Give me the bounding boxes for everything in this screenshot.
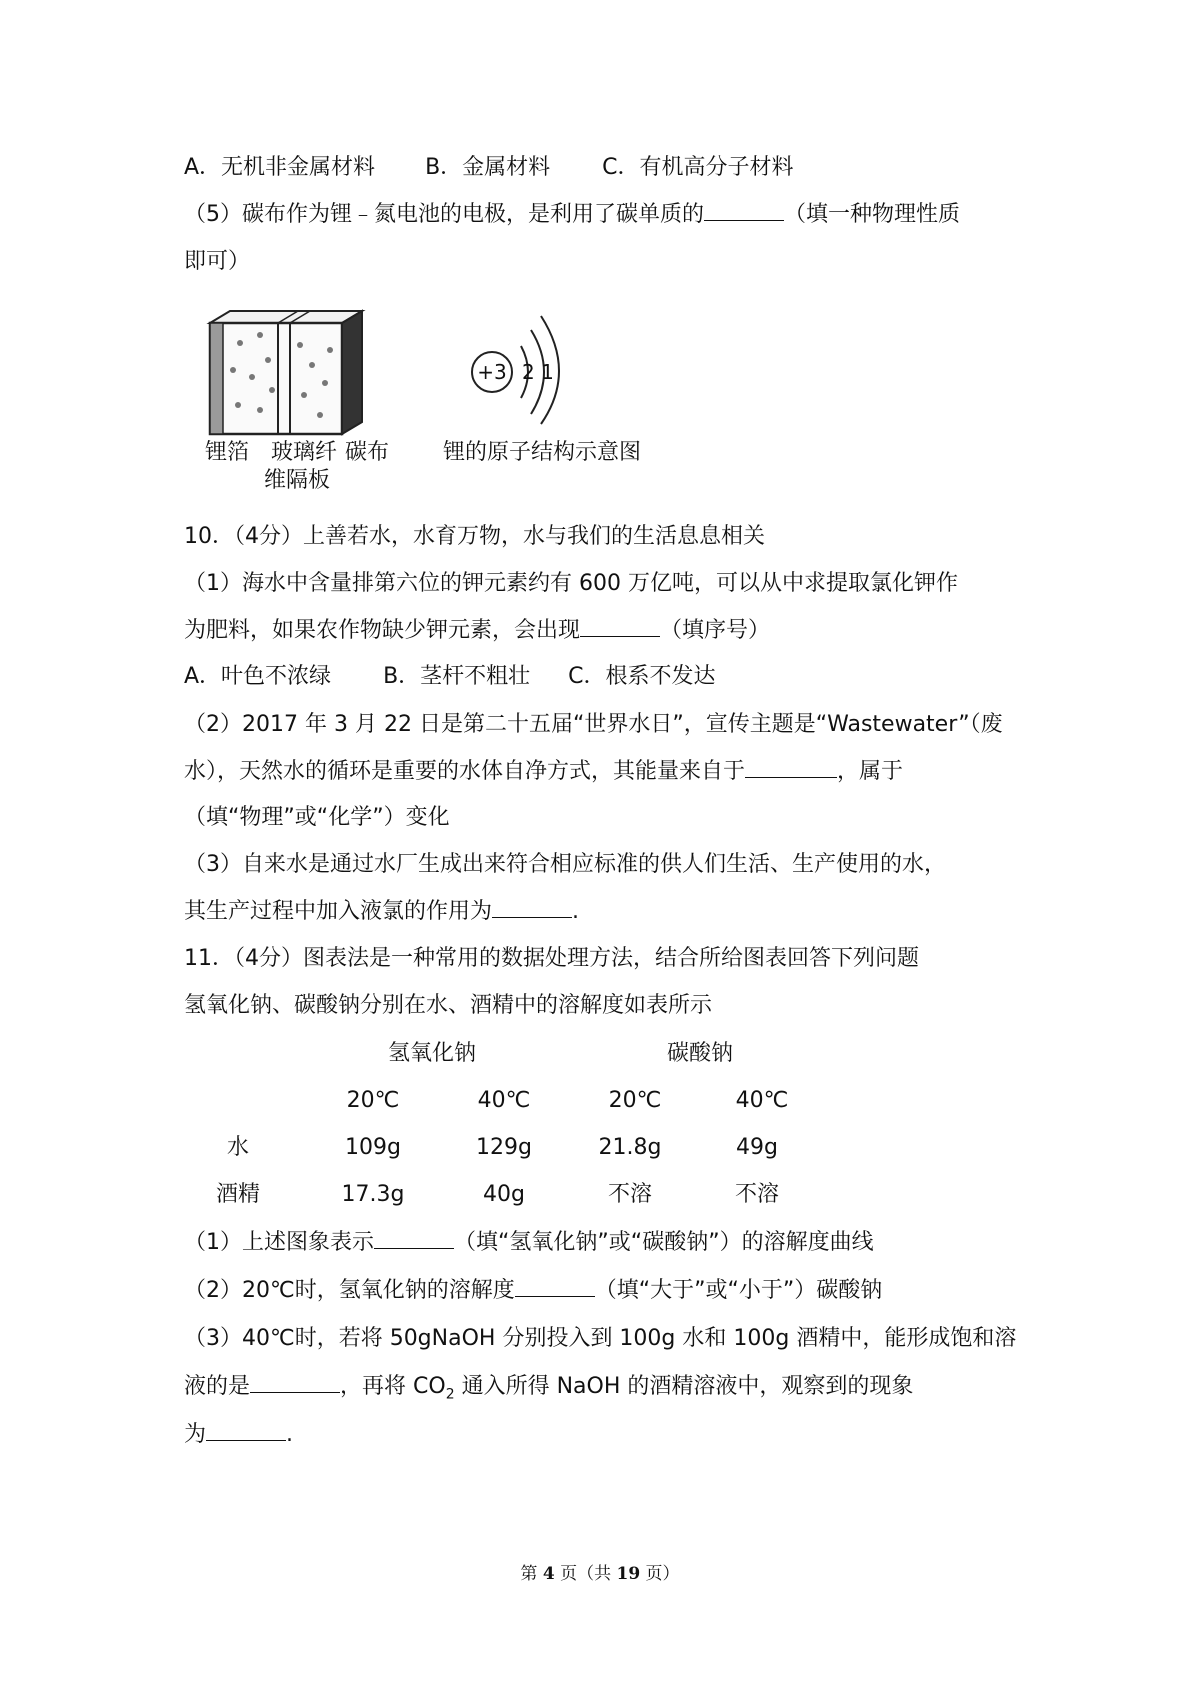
caption-glass-fiber-2: 维隔板 [264,468,331,493]
footer-text: 页（共 [554,1564,617,1584]
caption-glass-fiber-1: 玻璃纤 [271,440,338,465]
q10-title: 10．（4分）上善若水，水育万物，水与我们的生活息息相关 [184,524,765,549]
q11-part1 [184,1228,874,1258]
answer-blank[interactable] [206,1420,286,1441]
answer-blank[interactable] [492,897,572,918]
answer-blank[interactable] [704,200,784,221]
q10-options [184,662,716,692]
page-footer [0,1559,1200,1584]
q10-part1-hint: （填序号） [660,618,771,643]
caption-carbon-cloth: 碳布 [345,440,390,465]
q10-part3-line1: （3）自来水是通过水厂生成出来符合相应标准的供人们生活、生产使用的水， [184,852,946,877]
q10-part2-text-2: ，属于 [837,759,904,784]
answer-blank[interactable] [745,757,837,778]
answer-blank[interactable] [250,1372,340,1393]
table-cell: 21.8g [598,1135,662,1160]
q10-option-a: A．叶色不浓绿 [184,664,332,689]
table-group-na2co3: 碳酸钠 [666,1041,734,1066]
q10-part1-line2 [184,616,770,646]
q11-part2-text: （2）20℃时，氢氧化钠的溶解度 [184,1278,515,1303]
subscript: 2 [445,1386,455,1403]
q10-part2-text: 水），天然水的循环是重要的水体自净方式，其能量来自于 [184,759,746,784]
q9-part5-line1 [184,200,960,230]
table-temp: 40℃ [477,1088,531,1113]
page-number: 4 [542,1564,555,1584]
answer-blank[interactable] [515,1276,595,1297]
answer-blank[interactable] [580,616,660,637]
q11-part3-text-2: ，再将 CO [340,1374,446,1399]
q11-intro: 氢氧化钠、碳酸钠分别在水、酒精中的溶解度如表所示 [184,993,713,1018]
q11-part3-text-3: 通入所得 NaOH 的酒精溶液中，观察到的现象 [454,1374,914,1399]
q10-option-b: B．茎杆不粗壮 [383,664,531,689]
nucleus-charge: +3 [477,360,507,384]
table-group-naoh: 氢氧化钠 [387,1041,477,1066]
table-cell: 17.3g [341,1182,405,1207]
q10-part2-line3: （填“物理”或“化学”）变化 [184,805,450,830]
footer-text: 页） [640,1564,680,1584]
q9-part5-line2: 即可） [184,249,251,274]
q11-part3-text: 液的是 [184,1374,251,1399]
q11-part2-hint: （填“大于”或“小于”）碳酸钠 [594,1278,883,1303]
q9-part5-text: （5）碳布作为锂﹣氮电池的电极，是利用了碳单质的 [184,202,704,227]
q11-part1-text: （1）上述图象表示 [184,1230,374,1255]
table-cell: 129g [476,1135,532,1160]
table-row-label: 酒精 [215,1182,261,1207]
q10-part2-line2 [184,757,903,787]
table-temp: 20℃ [346,1088,400,1113]
q11-title: 11．（4分）图表法是一种常用的数据处理方法，结合所给图表回答下列问题 [184,946,919,971]
atom-structure-diagram [465,310,575,425]
q10-part3-end: . [572,899,580,924]
q9-option-a: A．无机非金属材料 [184,155,376,180]
q9-option-b: B．金属材料 [425,155,551,180]
q10-part1-text: 为肥料，如果农作物缺少钾元素，会出现 [184,618,581,643]
q11-part1-hint: （填“氢氧化钠”或“碳酸钠”）的溶解度曲线 [454,1230,874,1255]
q10-option-c: C．根系不发达 [568,664,716,689]
q11-part3-line1: （3）40℃时，若将 50gNaOH 分别投入到 100g 水和 100g 酒精中，能形成饱和溶 [184,1326,1017,1351]
table-row-label: 水 [226,1135,250,1160]
answer-blank[interactable] [374,1228,454,1249]
total-pages: 19 [616,1564,641,1584]
table-cell: 不溶 [607,1182,653,1207]
q11-part3-line3 [184,1420,293,1450]
q10-part3-text: 其生产过程中加入液氯的作用为 [184,899,493,924]
q9-options [184,153,794,183]
table-temp: 20℃ [608,1088,662,1113]
table-cell: 40g [483,1182,525,1207]
footer-text: 第 [520,1564,543,1584]
battery-diagram [200,305,370,440]
q9-option-c: C．有机高分子材料 [602,155,794,180]
caption-atom-structure: 锂的原子结构示意图 [443,440,642,465]
caption-lithium-foil: 锂箔 [205,440,250,465]
table-cell: 不溶 [734,1182,780,1207]
q11-part2 [184,1276,882,1306]
battery-diagram-svg [200,305,370,440]
q10-part3-line2 [184,897,579,927]
electron-shell-counts: 2 1 [522,360,554,384]
table-cell: 109g [345,1135,401,1160]
q9-part5-hint: （填一种物理性质 [784,202,961,227]
q10-part2-line1: （2）2017 年 3 月 22 日是第二十五届“世界水日”，宣传主题是“Wastewater”（废 [184,712,1003,737]
table-temp: 40℃ [735,1088,789,1113]
q11-part3-text-4: 为 [184,1422,207,1447]
q11-part3-line2 [184,1372,913,1409]
table-cell: 49g [736,1135,778,1160]
q10-part1-line1: （1）海水中含量排第六位的钾元素约有 600 万亿吨，可以从中求提取氯化钾作 [184,571,958,596]
q11-part3-end: . [286,1422,294,1447]
